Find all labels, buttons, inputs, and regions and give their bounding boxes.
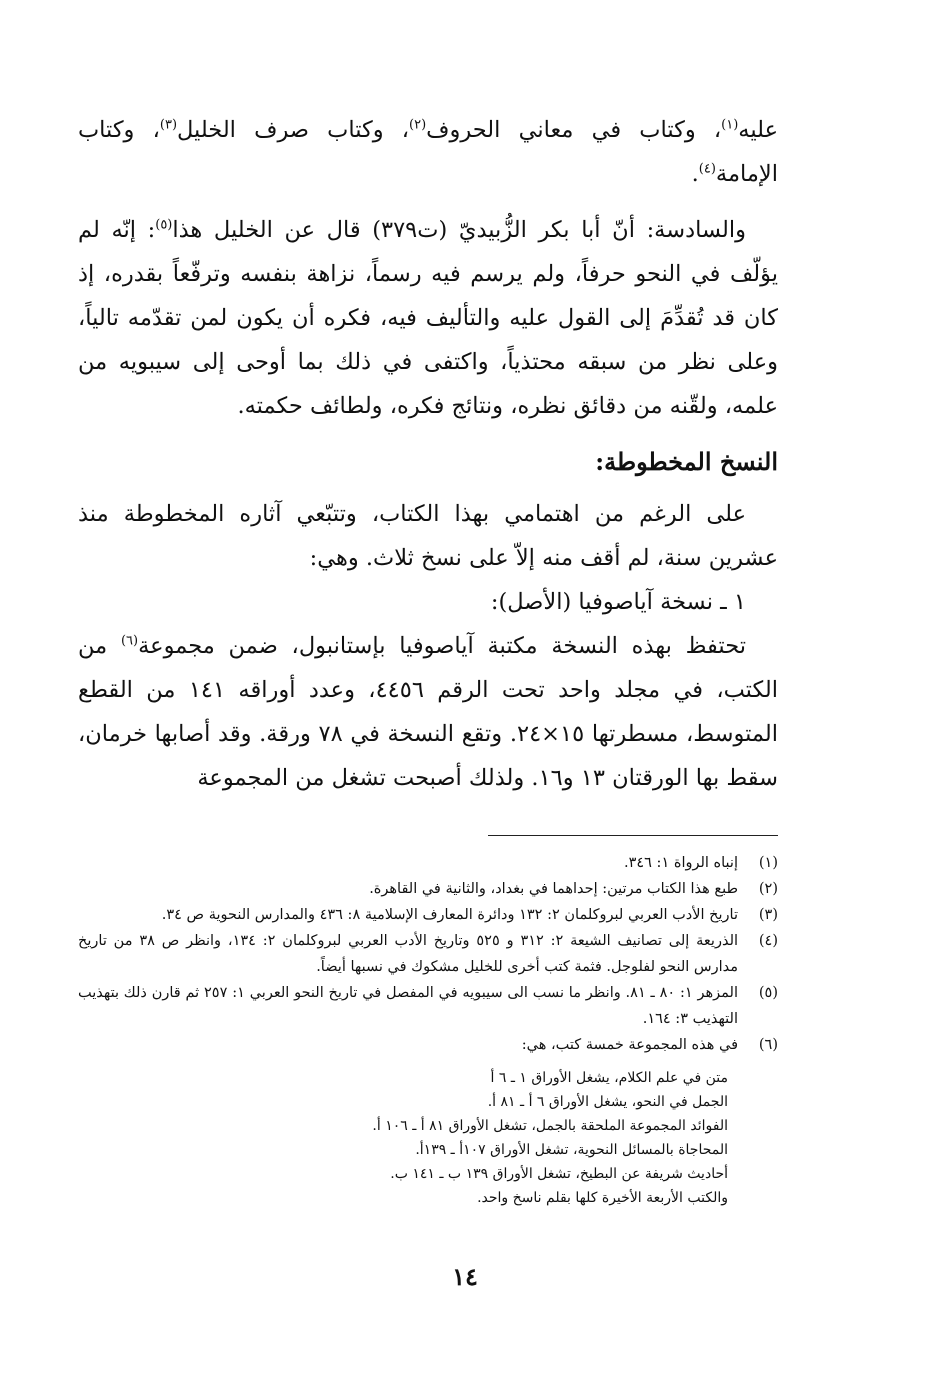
- footnote-item: [78, 980, 778, 1032]
- footnote-sublist: [78, 1066, 778, 1210]
- list-item: والكتب الأربعة الأخيرة كلها بقلم ناسخ واحد.: [477, 1190, 728, 1206]
- list-item: أحاديث شريفة عن البطيخ، تشغل الأوراق ١٣٩ ب ـ ١٤١ ب.: [390, 1166, 728, 1182]
- text-run: : إنّه لم يؤلّف في النحو حرفاً، ولم يرسم فيه رسماً، نزاهة بنفسه وترفّعاً بقدره، إذ كان قد تُقدِّمَ إلى القول عليه والتأليف فيه، فكره أن يكون لمن تقدّمه تالياً، وعلى نظر من سبقه محتذياً، واكتفى في ذلك بما أوحى إلى سيبويه من علمه، ولقّنه من دقائق نظره، ونتائج فكره، ولطائف حكمته.: [78, 217, 778, 419]
- text-run: تحتفظ بهذه النسخة مكتبة آياصوفيا بإستانبول، ضمن مجموعة: [138, 633, 746, 659]
- paragraph-1: [78, 108, 778, 196]
- main-text: [78, 108, 778, 800]
- footnote-divider: [488, 835, 778, 836]
- text-run: من الكتب، في مجلد واحد تحت الرقم ٤٤٥٦، وعدد أوراقه ١٤١ من القطع المتوسط، مسطرتها ١٥×٢٤. وتقع النسخة في ٧٨ ورقة. وقد أصابها خرمان، سقط بها الورقتان ١٣ و١٦. ولذلك أصبحت تشغل من المجموعة: [78, 633, 779, 791]
- page-number: ١٤: [452, 1262, 478, 1291]
- text-run: .: [691, 161, 699, 187]
- subheading: ١ ـ نسخة آياصوفيا (الأصل):: [490, 589, 746, 615]
- footnote-ref: (٣): [159, 117, 178, 133]
- footnote-ref: (٥): [155, 217, 173, 233]
- footnote-text: إنباه الرواة ١: ٣٤٦.: [623, 855, 738, 871]
- paragraph-3: على الرغم من اهتمامي بهذا الكتاب، وتتبّعي آثاره المخطوطة منذ عشرين سنة، لم أقف منه إلاّ على نسخ ثلاث. وهي:: [78, 501, 778, 571]
- footnote-ref: (٢): [409, 117, 427, 133]
- footnote-number: (٢): [758, 881, 778, 897]
- footnote-number: (١): [758, 855, 778, 871]
- footnote-number: (٥): [758, 985, 778, 1001]
- text-run: ، وكتاب الإمامة: [78, 117, 778, 187]
- footnote-number: (٦): [758, 1037, 778, 1053]
- paragraph-4: [78, 624, 778, 800]
- text-run: ، وكتاب صرف الخليل: [177, 117, 410, 143]
- footnote-item: [78, 876, 778, 902]
- footnote-number: (٤): [758, 933, 778, 949]
- list-item: المحاجاة بالمسائل النحوية، تشغل الأوراق ١٠٧أ ـ ١٣٩أ.: [415, 1142, 728, 1158]
- text-run: والسادسة: أنّ أبا بكر الزُّبيديّ (ت٣٧٩) قال عن الخليل هذا: [172, 217, 746, 243]
- footnote-item: [78, 850, 778, 876]
- footnote-item: [78, 902, 778, 928]
- text-run: ، وكتاب في معاني الحروف: [426, 117, 722, 143]
- list-item: متن في علم الكلام، يشغل الأوراق ١ ـ ٦ أ: [490, 1070, 728, 1086]
- footnote-text: المزهر ١: ٨٠ ـ ٨١. وانظر ما نسب الى سيبويه في المفصل في تاريخ النحو العربي ١: ٢٥٧ ثم قارن ذلك بتهذيب التهذيب ٣: ١٦٤.: [78, 985, 738, 1027]
- list-item: الفوائد المجموعة الملحقة بالجمل، تشغل الأوراق ٨١ أ ـ ١٠٦ أ.: [372, 1118, 728, 1134]
- footnote-ref: (٦): [120, 633, 139, 649]
- section-heading: النسخ المخطوطة:: [595, 447, 778, 476]
- footnote-text: تاريخ الأدب العربي لبروكلمان ٢: ١٣٢ ودائرة المعارف الإسلامية ٨: ٤٣٦ والمدارس النحوية ص ٣٤.: [161, 907, 738, 923]
- footnote-ref: (٤): [698, 161, 716, 177]
- footnote-number: (٣): [758, 907, 778, 923]
- paragraph-2: [78, 208, 778, 428]
- footnote-text: الذريعة إلى تصانيف الشيعة ٢: ٣١٢ و ٥٢٥ وتاريخ الأدب العربي لبروكلمان ٢: ١٣٤، وانظر ص ٣٨ من تاريخ مدارس النحو لفلوجل. فثمة كتب أخرى للخليل مشكوك في نسبها أيضاً.: [78, 933, 739, 975]
- list-item: الجمل في النحو، يشغل الأوراق ٦ أ ـ ٨١ أ.: [487, 1094, 728, 1110]
- text-run: عليه: [738, 117, 779, 143]
- footnote-item: [78, 928, 778, 980]
- footnote-item: [78, 1032, 778, 1058]
- footnote-text: طبع هذا الكتاب مرتين: إحداهما في بغداد، والثانية في القاهرة.: [369, 881, 738, 897]
- footnote-text: في هذه المجموعة خمسة كتب، هي:: [521, 1037, 738, 1053]
- footnotes: [78, 850, 778, 1210]
- footnote-ref: (١): [721, 117, 739, 133]
